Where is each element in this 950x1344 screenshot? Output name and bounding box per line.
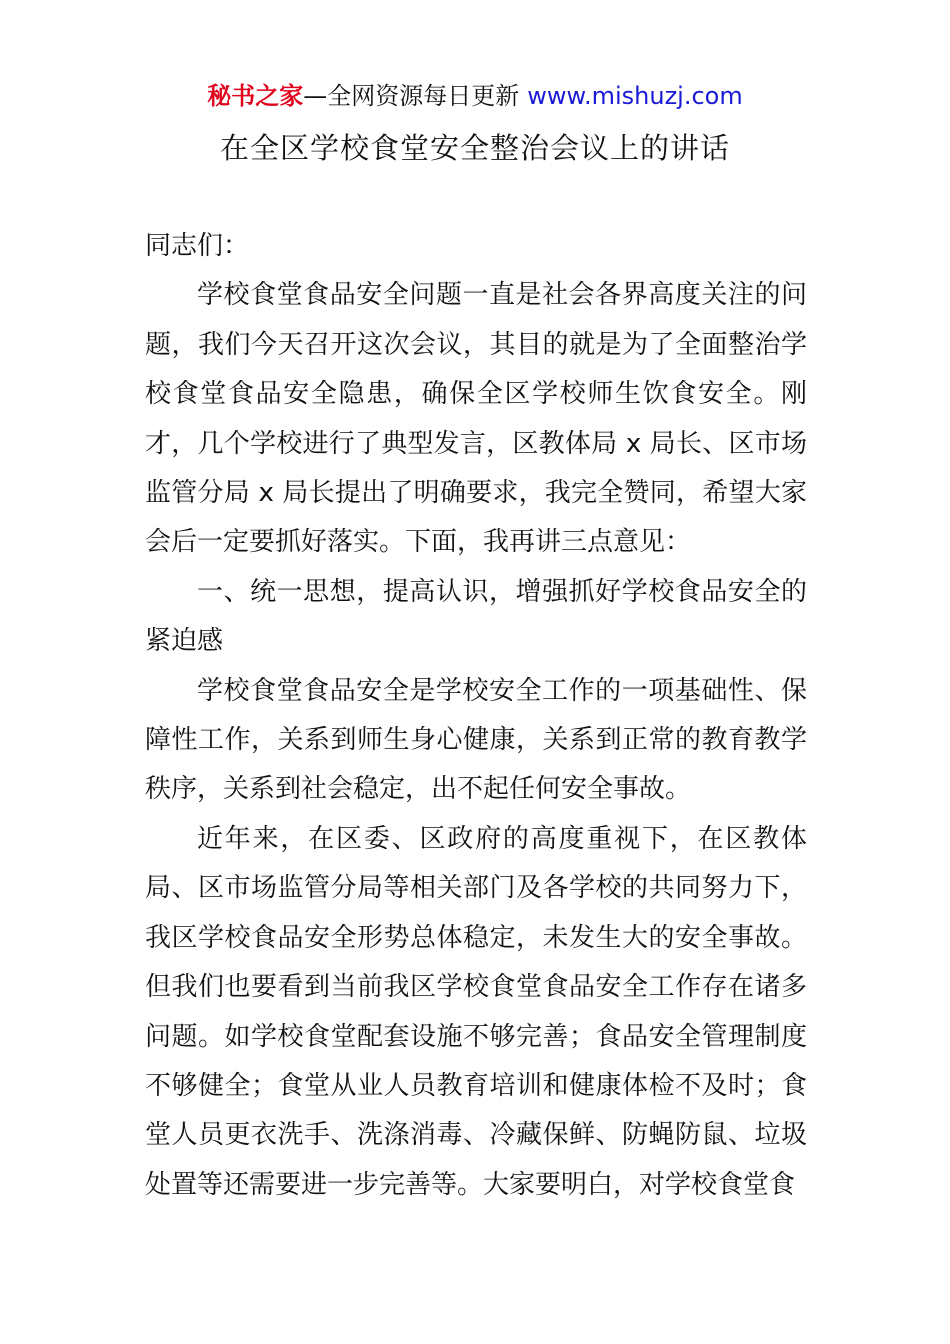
paragraph-importance: 学校食堂食品安全是学校安全工作的一项基础性、保障性工作，关系到师生身心健康，关系到正常的教育教学秩序，关系到社会稳定，出不起任何安全事故。 bbox=[145, 675, 807, 805]
document-title: 在全区学校食堂安全整治会议上的讲话 bbox=[219, 131, 730, 165]
site-brand: 秘书之家 bbox=[207, 82, 304, 110]
section-heading-1: 一、统一思想，提高认识，增强抓好学校食品安全的紧迫感 bbox=[145, 576, 807, 657]
salutation: 同志们： bbox=[145, 231, 250, 261]
paragraph-intro: 学校食堂食品安全问题一直是社会各界高度关注的问题，我们今天召开这次会议，其目的就是为了全面整治学校食堂食品安全隐患，确保全区学校师生饮食安全。刚才，几个学校进行了典型发言，区教体局 x 局长、区市场监管分局 x 局长提出了明确要求，我完全赞同，希望大家会后一定要抓好落实。下面，我再讲三点意见： bbox=[145, 280, 807, 558]
document-body bbox=[145, 222, 807, 1210]
paragraph-current-status: 近年来，在区委、区政府的高度重视下，在区教体局、区市场监管分局等相关部门及各学校的共同努力下，我区学校食品安全形势总体稳定，未发生大的安全事故。但我们也要看到当前我区学校食堂食品安全工作存在诸多问题。如学校食堂配套设施不够完善；食品安全管理制度不够健全；食堂从业人员教育培训和健康体检不及时；食堂人员更衣洗手、洗涤消毒、冷藏保鲜、防蝇防鼠、垃圾处置等还需要进一步完善等。大家要明白，对学校食堂食 bbox=[145, 823, 807, 1200]
site-header bbox=[0, 80, 950, 112]
site-url-link[interactable]: www.mishuzj.com bbox=[527, 82, 743, 110]
site-tagline: —全网资源每日更新 bbox=[303, 82, 520, 110]
